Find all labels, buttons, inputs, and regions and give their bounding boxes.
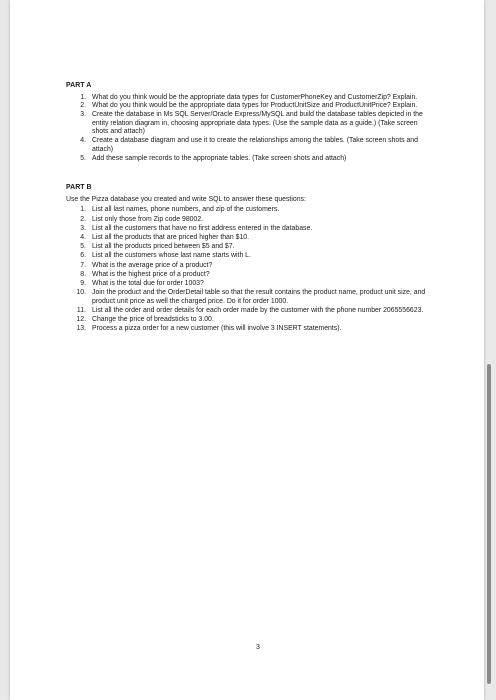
question-text: List all the customers whose last name starts with L. bbox=[92, 252, 251, 260]
vertical-scrollbar[interactable] bbox=[487, 364, 491, 684]
part-b-question-12 bbox=[76, 316, 426, 325]
question-text: List all the products priced between $5 and $7. bbox=[92, 243, 235, 251]
part-a-question-list bbox=[76, 94, 426, 164]
section-gap bbox=[66, 163, 426, 184]
part-b-question-list bbox=[76, 206, 426, 333]
part-b-question-9 bbox=[76, 280, 426, 289]
part-b-question-8 bbox=[76, 271, 426, 280]
part-a-heading: PART A bbox=[66, 82, 92, 89]
question-number: 5. bbox=[80, 243, 86, 251]
question-text: What is the highest price of a product? bbox=[92, 270, 210, 278]
question-text: What do you think would be the appropriate data types for CustomerPhoneKey and CustomerZip? Explain. bbox=[92, 93, 418, 101]
question-text: Create the database in Ms SQL Server/Oracle Express/MySQL and build the database tables depicted in the entity relation diagram in, choosing appropriate data types. (Use the sample data as a guide.) (Take screen shots and attach) bbox=[92, 111, 423, 136]
question-text: List all the products that are priced higher than $10. bbox=[92, 234, 250, 242]
part-a-question-3 bbox=[76, 111, 426, 137]
question-number: 4. bbox=[80, 137, 86, 145]
question-text: List all last names, phone numbers, and zip of the customers. bbox=[92, 206, 280, 214]
question-text: What is the average price of a product? bbox=[92, 261, 213, 269]
question-text: List all the order and order details for each order made by the customer with the phone number 2065556623. bbox=[92, 306, 424, 314]
question-number: 11. bbox=[76, 306, 86, 314]
part-b-question-5 bbox=[76, 243, 426, 252]
question-number: 1. bbox=[80, 206, 86, 214]
part-a-question-4 bbox=[76, 137, 426, 154]
part-b-question-4 bbox=[76, 234, 426, 243]
question-text: What is the total due for order 1003? bbox=[92, 279, 204, 287]
question-number: 4. bbox=[80, 234, 86, 242]
question-text: Process a pizza order for a new customer (this will involve 3 INSERT statements). bbox=[92, 325, 342, 333]
part-b-question-3 bbox=[76, 225, 426, 234]
question-number: 2. bbox=[80, 102, 86, 110]
part-a-question-2 bbox=[76, 102, 426, 111]
question-number: 7. bbox=[80, 261, 86, 269]
page-number: 3 bbox=[256, 644, 260, 651]
question-text: List only those from Zip code 98002. bbox=[92, 215, 204, 223]
question-number: 12. bbox=[76, 316, 86, 324]
part-b-question-2 bbox=[76, 216, 426, 225]
question-text: Change the price of breadsticks to 3.00. bbox=[92, 316, 214, 324]
part-b-question-10 bbox=[76, 289, 426, 306]
question-text: Add these sample records to the appropriate tables. (Take screen shots and attach) bbox=[92, 154, 347, 162]
part-b-heading: PART B bbox=[66, 184, 92, 192]
question-number: 13. bbox=[76, 325, 86, 333]
question-number: 9. bbox=[80, 279, 86, 287]
page-content bbox=[66, 82, 426, 335]
question-text: Create a database diagram and use it to create the relationships among the tables. (Take screen shots and attach) bbox=[92, 137, 418, 153]
part-b-question-11 bbox=[76, 307, 426, 316]
question-number: 10. bbox=[76, 289, 86, 297]
question-number: 5. bbox=[80, 154, 86, 162]
document-page bbox=[10, 0, 484, 700]
question-number: 6. bbox=[80, 252, 86, 260]
question-number: 3. bbox=[80, 224, 86, 232]
question-number: 8. bbox=[80, 270, 86, 278]
part-b-question-1 bbox=[76, 206, 426, 215]
part-a-question-5 bbox=[76, 155, 426, 164]
part-b-question-13 bbox=[76, 325, 426, 334]
part-b-question-6 bbox=[76, 252, 426, 261]
question-text: List all the customers that have no first address entered in the database. bbox=[92, 224, 313, 232]
part-a-question-1 bbox=[76, 94, 426, 103]
question-text: What do you think would be the appropriate data types for ProductUnitSize and ProductUnitPrice? Explain. bbox=[92, 102, 418, 110]
question-text: Join the product and the OrderDetail table so that the result contains the product name, product unit size, and product unit price as well the charged price. Do it for order 1000. bbox=[92, 289, 426, 305]
question-number: 3. bbox=[80, 111, 86, 119]
question-number: 1. bbox=[80, 93, 86, 101]
question-number: 2. bbox=[80, 215, 86, 223]
part-b-intro: Use the Pizza database you created and write SQL to answer these questions: bbox=[66, 195, 306, 203]
part-b-question-7 bbox=[76, 262, 426, 271]
